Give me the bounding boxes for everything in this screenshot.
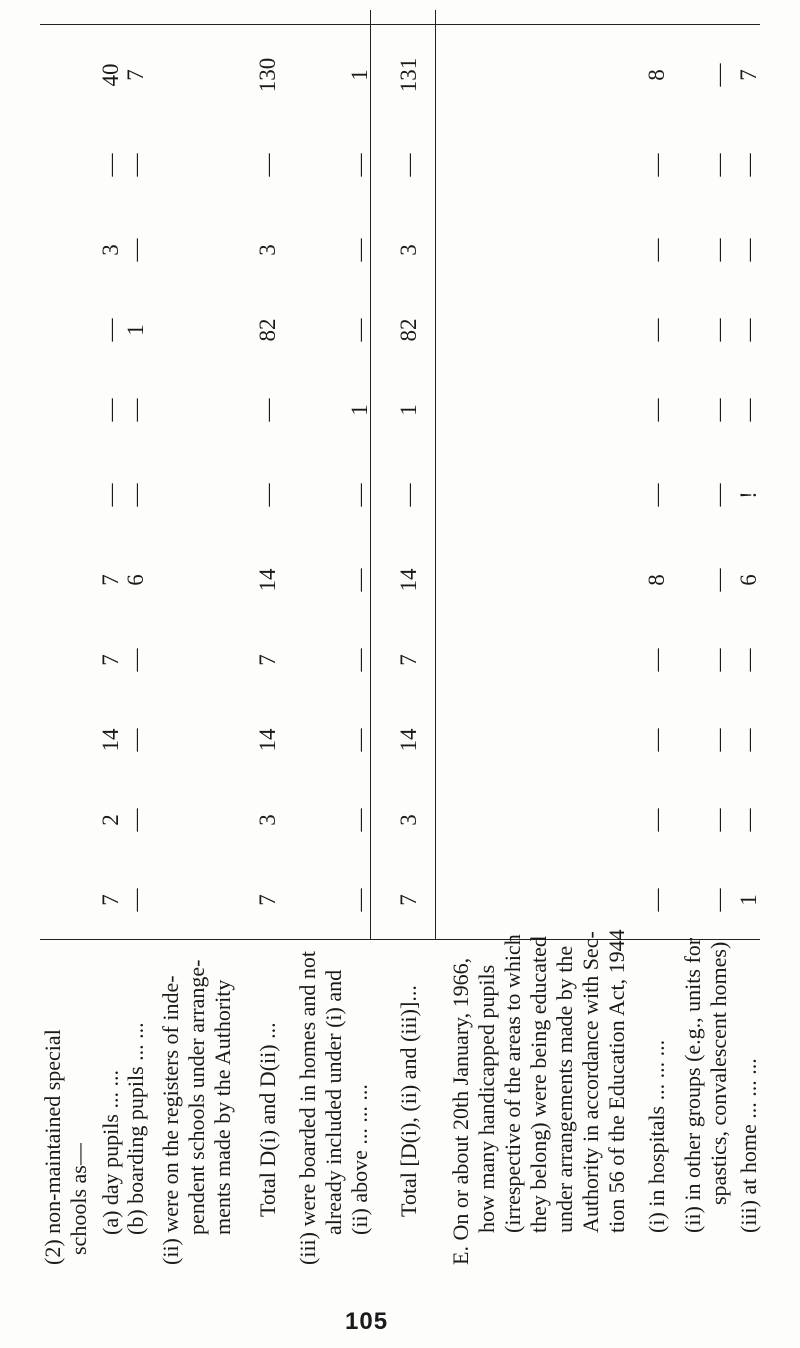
cell: —: [255, 398, 280, 422]
cell: —: [347, 568, 372, 592]
row-label: (b) boarding pupils ... ...: [123, 1022, 148, 1235]
cell: —: [706, 398, 731, 422]
cell: 1: [347, 69, 372, 81]
cell: 131: [396, 57, 421, 93]
cell: —: [644, 888, 669, 912]
cell: —: [123, 153, 148, 177]
heading-label: (2) non-maintained special: [40, 1029, 65, 1265]
cell: 14: [255, 728, 280, 752]
cell: —: [255, 483, 280, 507]
heading-label: schools as—: [66, 1143, 91, 1255]
cell: —: [347, 318, 372, 342]
row-label: (irrespective of the areas to which: [500, 934, 525, 1233]
row-label: (iii) were boarded in homes and not: [295, 950, 320, 1265]
cell: 130: [255, 57, 280, 93]
cell: —: [736, 318, 761, 342]
cell: 14: [396, 728, 421, 752]
cell: —: [347, 888, 372, 912]
cell: 7: [396, 654, 421, 666]
cell: 40: [98, 63, 123, 87]
cell: 6: [123, 574, 148, 586]
cell: —: [396, 483, 421, 507]
cell: —: [706, 63, 731, 87]
cell: —: [347, 808, 372, 832]
cell: —: [396, 153, 421, 177]
cell: —: [706, 728, 731, 752]
row-label: (ii) in other groups (e.g., units for: [680, 937, 705, 1233]
cell: 3: [255, 814, 280, 826]
column-rule: [40, 24, 760, 25]
column-rule: [40, 939, 760, 940]
cell: 7: [255, 654, 280, 666]
cell: —: [123, 238, 148, 262]
cell: 8: [644, 574, 669, 586]
row-label: (iii) at home ... ... ...: [736, 1058, 761, 1233]
cell: 7: [736, 69, 761, 81]
cell: —: [98, 483, 123, 507]
cell: —: [736, 808, 761, 832]
cell: —: [706, 568, 731, 592]
row-label: E. On or about 20th January, 1966,: [448, 957, 473, 1265]
cell: 14: [98, 728, 123, 752]
cell: —: [123, 398, 148, 422]
cell: —: [644, 398, 669, 422]
cell: 7: [123, 69, 148, 81]
row-label: they belong) were being educated: [526, 936, 551, 1233]
row-label: tion 56 of the Education Act, 1944: [604, 929, 629, 1233]
row-label: (i) in hospitals ... ... ...: [644, 1039, 669, 1233]
cell: 82: [255, 318, 280, 342]
cell: —: [706, 808, 731, 832]
cell: —: [123, 648, 148, 672]
cell: —: [736, 648, 761, 672]
cell: —: [706, 318, 731, 342]
cell: —: [736, 728, 761, 752]
cell: 1: [736, 894, 761, 906]
row-label: already included under (i) and: [321, 969, 346, 1235]
cell: —: [123, 888, 148, 912]
cell: —: [347, 153, 372, 177]
page-number: 105: [345, 1308, 389, 1335]
cell: 1: [396, 404, 421, 416]
cell: —: [123, 728, 148, 752]
cell: 7: [255, 894, 280, 906]
cell: —: [347, 483, 372, 507]
cell: 3: [98, 244, 123, 256]
row-label: Total D(i) and D(ii) ...: [255, 1022, 280, 1217]
cell: —: [644, 318, 669, 342]
cell: —: [736, 153, 761, 177]
rotated-table-page: [40, 5, 760, 1265]
cell: —: [736, 398, 761, 422]
cell: —: [98, 153, 123, 177]
cell: —: [123, 808, 148, 832]
cell: —: [706, 238, 731, 262]
row-label: pendent schools under arrange-: [184, 959, 209, 1235]
cell: 1: [347, 404, 372, 416]
cell: 3: [396, 814, 421, 826]
cell: —: [644, 808, 669, 832]
cell: !: [736, 491, 761, 499]
cell: 7: [98, 574, 123, 586]
row-label: how many handicapped pupils: [474, 964, 499, 1233]
cell: —: [736, 238, 761, 262]
cell: 7: [396, 894, 421, 906]
cell: —: [644, 648, 669, 672]
row-label: (ii) were on the registers of inde-: [158, 975, 183, 1265]
cell: 8: [644, 69, 669, 81]
row-label: Total [D(i), (ii) and (iii)]...: [396, 985, 421, 1217]
cell: —: [123, 483, 148, 507]
cell: 6: [736, 574, 761, 586]
cell: 3: [255, 244, 280, 256]
cell: —: [706, 888, 731, 912]
cell: —: [347, 648, 372, 672]
cell: —: [706, 153, 731, 177]
row-label: Authority in accordance with Sec-: [578, 931, 603, 1233]
cell: —: [98, 318, 123, 342]
cell: —: [706, 483, 731, 507]
cell: —: [347, 238, 372, 262]
cell: 14: [396, 568, 421, 592]
cell: —: [644, 238, 669, 262]
cell: —: [98, 398, 123, 422]
cell: 2: [98, 814, 123, 826]
row-label: ments made by the Authority: [210, 979, 235, 1235]
cell: —: [644, 153, 669, 177]
row-label: (a) day pupils ... ...: [98, 1070, 123, 1235]
cell: 3: [396, 244, 421, 256]
cell: 1: [123, 324, 148, 336]
cell: 7: [98, 654, 123, 666]
cell: —: [347, 728, 372, 752]
cell: —: [644, 728, 669, 752]
row-label: (ii) above ... ... ...: [347, 1084, 372, 1235]
cell: —: [706, 648, 731, 672]
row-label: under arrangements made by the: [552, 945, 577, 1233]
cell: —: [255, 153, 280, 177]
section-rule: [435, 10, 436, 940]
row-label: spastics, convalescent homes): [706, 941, 731, 1205]
cell: 82: [396, 318, 421, 342]
cell: 14: [255, 568, 280, 592]
cell: —: [644, 483, 669, 507]
cell: 7: [98, 894, 123, 906]
